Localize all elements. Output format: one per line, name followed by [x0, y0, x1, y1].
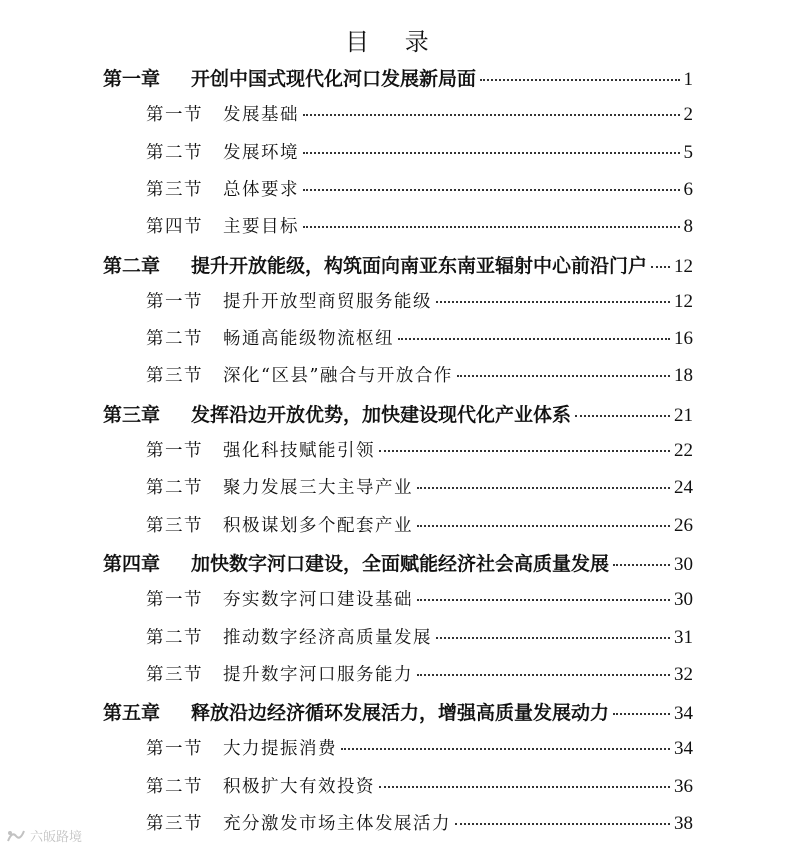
page-number: 22	[674, 440, 693, 461]
section-title: 积极扩大有效投资	[223, 776, 375, 797]
page-number: 21	[674, 404, 693, 426]
section-title: 充分激发市场主体发展活力	[223, 814, 451, 834]
section-number: 第二节	[146, 142, 203, 163]
chapter-title: 释放沿边经济循环发展活力，增强高质量发展动力	[191, 702, 610, 725]
page-number: 1	[683, 69, 693, 90]
toc-section-entry	[146, 512, 693, 537]
dot-leader	[398, 338, 670, 340]
page-number: 34	[674, 738, 693, 760]
page-number: 24	[674, 477, 693, 499]
section-title: 提升开放型商贸服务能级	[223, 291, 432, 312]
toc-chapter-entry	[103, 698, 693, 725]
page-number: 5	[683, 141, 693, 163]
section-number: 第一节	[146, 291, 203, 312]
dot-leader	[651, 266, 670, 268]
toc-section-entry	[146, 661, 693, 686]
section-title: 聚力发展三大主导产业	[223, 478, 413, 499]
chapter-title: 开创中国式现代化河口发展新局面	[191, 68, 477, 90]
toc-section-entry	[146, 213, 693, 238]
page-number: 30	[674, 553, 693, 575]
section-title: 发展环境	[223, 142, 299, 163]
section-number: 第一节	[146, 441, 203, 461]
toc-section-entry	[146, 139, 693, 164]
dot-leader	[417, 525, 670, 527]
toc-chapter-entry	[103, 251, 693, 278]
chapter-number: 第五章	[103, 702, 161, 725]
dot-leader	[303, 189, 680, 191]
section-number: 第二节	[146, 776, 203, 797]
section-number: 第三节	[146, 366, 203, 387]
section-title: 主要目标	[223, 217, 299, 238]
section-number: 第一节	[146, 739, 203, 760]
chapter-title: 加快数字河口建设，全面赋能经济社会高质量发展	[191, 552, 610, 575]
section-number: 第三节	[146, 179, 203, 200]
chapter-number: 第三章	[103, 403, 161, 426]
toc-title: 目 录	[345, 28, 443, 56]
page-number: 38	[674, 813, 693, 834]
watermark-logo-icon	[6, 829, 26, 843]
section-number: 第四节	[146, 217, 203, 238]
dot-leader	[379, 786, 670, 788]
dot-leader	[613, 713, 670, 715]
toc-section-entry	[146, 288, 693, 313]
chapter-number: 第二章	[103, 254, 161, 277]
watermark-text: 六皈路境	[30, 830, 83, 845]
dot-leader	[457, 375, 670, 377]
dot-leader	[613, 564, 670, 566]
dot-leader	[303, 226, 680, 228]
toc-section-entry	[146, 101, 693, 126]
dot-leader	[575, 415, 670, 417]
toc-chapter-entry	[103, 400, 693, 427]
chapter-title: 提升开放能级，构筑面向南亚东南亚辐射中心前沿门户	[191, 254, 648, 277]
toc-section-entry	[146, 586, 693, 611]
chapter-number: 第四章	[103, 552, 161, 575]
page-number: 12	[674, 290, 693, 312]
dot-leader	[417, 599, 670, 601]
section-number: 第二节	[146, 627, 203, 648]
toc-section-entry	[146, 624, 693, 649]
section-title: 强化科技赋能引领	[223, 441, 375, 461]
section-title: 发展基础	[223, 105, 299, 126]
toc-section-entry	[146, 437, 693, 462]
section-title: 畅通高能级物流枢纽	[223, 329, 394, 350]
section-number: 第三节	[146, 814, 203, 834]
toc-section-entry	[146, 474, 693, 499]
dot-leader	[480, 79, 679, 81]
toc-section-entry	[146, 773, 693, 798]
toc-section-entry	[146, 325, 693, 350]
toc-chapter-entry	[103, 549, 693, 576]
page-number: 18	[674, 365, 693, 387]
page-number: 32	[674, 663, 693, 685]
section-title: 提升数字河口服务能力	[223, 664, 413, 685]
chapter-number: 第一章	[103, 68, 161, 90]
section-number: 第二节	[146, 478, 203, 499]
page-number: 8	[683, 216, 693, 238]
toc-section-entry	[146, 362, 693, 387]
section-title: 总体要求	[223, 179, 299, 200]
dot-leader	[341, 748, 670, 750]
dot-leader	[303, 152, 680, 154]
section-title: 深化“区县”融合与开放合作	[223, 366, 453, 387]
dot-leader	[303, 114, 680, 116]
section-title: 推动数字经济高质量发展	[223, 627, 432, 648]
dot-leader	[436, 301, 670, 303]
dot-leader	[417, 487, 670, 489]
watermark	[6, 826, 82, 845]
dot-leader	[436, 637, 670, 639]
section-title: 积极谋划多个配套产业	[223, 515, 413, 536]
page-number: 12	[674, 255, 693, 277]
section-number: 第一节	[146, 105, 203, 126]
page-number: 34	[674, 703, 693, 725]
section-title: 大力提振消费	[223, 739, 337, 760]
chapter-title: 发挥沿边开放优势，加快建设现代化产业体系	[191, 403, 572, 426]
page-number: 2	[683, 104, 693, 126]
page-number: 6	[683, 178, 693, 200]
toc-section-entry	[146, 810, 693, 835]
section-number: 第一节	[146, 590, 203, 611]
toc-section-entry	[146, 176, 693, 201]
section-number: 第三节	[146, 664, 203, 685]
section-number: 第二节	[146, 329, 203, 350]
page-number: 30	[674, 589, 693, 611]
toc-section-entry	[146, 735, 693, 760]
toc-chapter-entry	[103, 64, 693, 91]
page-number: 16	[674, 328, 693, 350]
page-number: 26	[674, 514, 693, 536]
dot-leader	[455, 823, 670, 825]
section-title: 夯实数字河口建设基础	[223, 590, 413, 611]
page-number: 36	[674, 775, 693, 797]
dot-leader	[379, 450, 670, 452]
section-number: 第三节	[146, 515, 203, 536]
page-number: 31	[674, 626, 693, 648]
dot-leader	[417, 674, 670, 676]
